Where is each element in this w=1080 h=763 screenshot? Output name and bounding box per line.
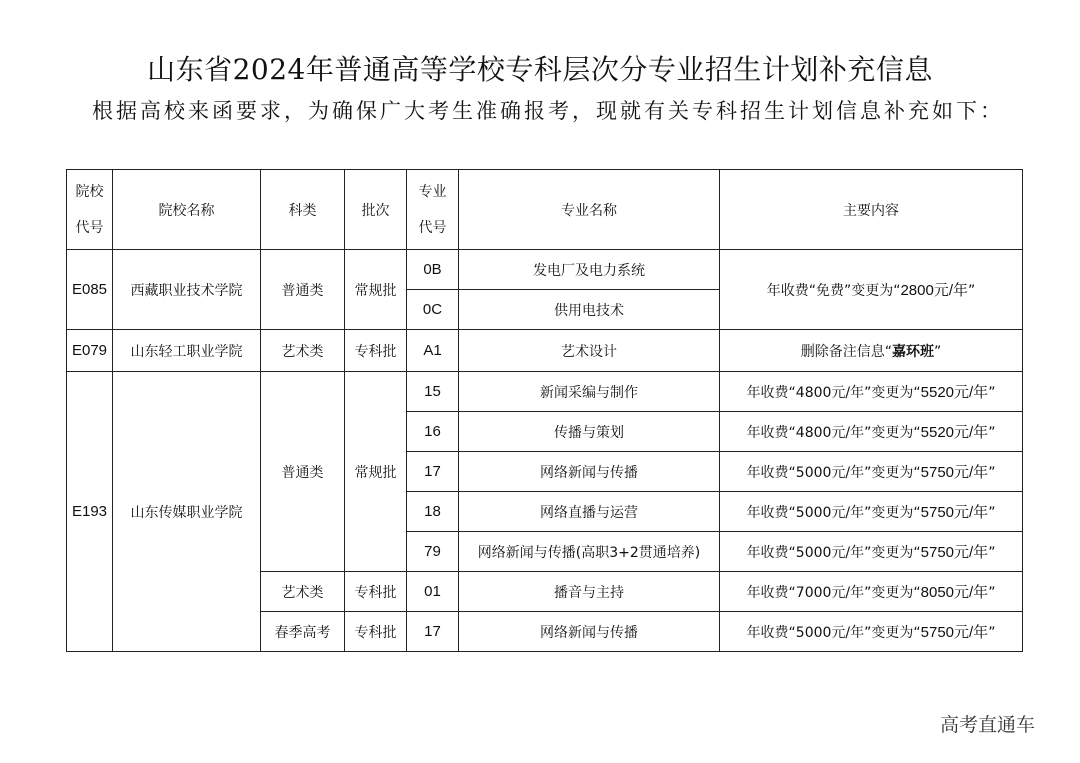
batch-cell: 专科批 [345,612,407,652]
content-prefix: 年收费“免费”变更为“ [766,283,901,299]
content-suffix: ” [934,343,942,360]
content-new-value: 嘉环班 [892,343,934,360]
major-name-cell: 艺术设计 [459,330,720,372]
main-content-cell [720,532,1023,572]
content-prefix: 年收费“5000元/年”变更为“ [746,505,921,521]
content-new-value: 5750元/年 [920,544,989,561]
major-code-cell: 17 [407,452,459,492]
batch-cell: 常规批 [345,372,407,572]
major-name-cell: 新闻采编与制作 [459,372,720,412]
content-prefix: 年收费“4800元/年”变更为“ [746,425,921,441]
major-name-cell: 发电厂及电力系统 [459,250,720,290]
content-new-value: 2800元/年 [900,282,969,299]
category-cell: 艺术类 [261,330,345,372]
content-prefix: 删除备注信息“ [800,343,892,360]
school-code-cell: E079 [67,330,113,372]
content-new-value: 8050元/年 [920,584,989,601]
main-content-cell [720,572,1023,612]
major-code-cell: 79 [407,532,459,572]
content-new-value: 5520元/年 [920,424,989,441]
school-name-cell: 山东轻工职业学院 [113,330,261,372]
school-name-cell: 西藏职业技术学院 [113,250,261,330]
main-content-cell [720,372,1023,412]
school-code-cell: E085 [67,250,113,330]
category-cell: 普通类 [261,250,345,330]
content-new-value: 5520元/年 [920,384,989,401]
main-content-cell [720,492,1023,532]
content-suffix: ” [968,283,976,299]
major-name-cell: 网络新闻与传播 [459,452,720,492]
main-content-cell [720,612,1023,652]
content-suffix: ” [988,465,996,481]
category-cell: 艺术类 [261,572,345,612]
content-new-value: 5750元/年 [920,504,989,521]
header-school-code-line2: 代号 [75,219,104,236]
batch-cell: 常规批 [345,250,407,330]
content-suffix: ” [988,425,996,441]
major-code-cell: 16 [407,412,459,452]
major-name-cell: 播音与主持 [459,572,720,612]
major-code-cell: 15 [407,372,459,412]
school-name-cell: 山东传媒职业学院 [113,372,261,652]
content-prefix: 年收费“4800元/年”变更为“ [746,385,921,401]
table-row [67,250,1023,290]
supplement-table [66,169,1023,652]
content-suffix: ” [988,545,996,561]
category-cell: 春季高考 [261,612,345,652]
content-prefix: 年收费“5000元/年”变更为“ [746,465,921,481]
school-code-cell: E193 [67,372,113,652]
content-prefix: 年收费“5000元/年”变更为“ [746,545,921,561]
table-header-row [67,170,1023,250]
header-school-code [67,170,113,250]
batch-cell: 专科批 [345,330,407,372]
main-content-cell [720,452,1023,492]
table-row [67,330,1023,372]
header-major-name: 专业名称 [459,170,720,250]
major-code-cell: 0C [407,290,459,330]
major-code-cell: 0B [407,250,459,290]
watermark-text: 高考直通车 [940,714,1036,736]
page-title: 山东省2024年普通高等学校专科层次分专业招生计划补充信息 [147,53,933,86]
main-content-cell [720,330,1023,372]
content-prefix: 年收费“5000元/年”变更为“ [746,625,921,641]
major-name-cell: 供用电技术 [459,290,720,330]
major-code-cell: 18 [407,492,459,532]
content-prefix: 年收费“7000元/年”变更为“ [746,585,921,601]
header-major-code-line2: 代号 [418,219,447,236]
major-code-cell: 01 [407,572,459,612]
content-suffix: ” [988,505,996,521]
header-school-code-line1: 院校 [75,183,104,200]
table-row [67,372,1023,412]
major-name-cell: 网络新闻与传播(高职3+2贯通培养) [459,532,720,572]
header-major-code [407,170,459,250]
header-category: 科类 [261,170,345,250]
content-suffix: ” [988,585,996,601]
major-code-cell: 17 [407,612,459,652]
major-name-cell: 传播与策划 [459,412,720,452]
content-suffix: ” [988,625,996,641]
category-cell: 普通类 [261,372,345,572]
content-suffix: ” [988,385,996,401]
header-main-content: 主要内容 [720,170,1023,250]
header-batch: 批次 [345,170,407,250]
main-content-cell [720,412,1023,452]
main-content-cell [720,250,1023,330]
content-new-value: 5750元/年 [920,464,989,481]
major-name-cell: 网络直播与运营 [459,492,720,532]
content-new-value: 5750元/年 [920,624,989,641]
header-major-code-line1: 专业 [418,183,447,200]
major-code-cell: A1 [407,330,459,372]
intro-text: 根据高校来函要求，为确保广大考生准确报考，现就有关专科招生计划信息补充如下： [92,99,1004,123]
header-school-name: 院校名称 [113,170,261,250]
batch-cell: 专科批 [345,572,407,612]
major-name-cell: 网络新闻与传播 [459,612,720,652]
